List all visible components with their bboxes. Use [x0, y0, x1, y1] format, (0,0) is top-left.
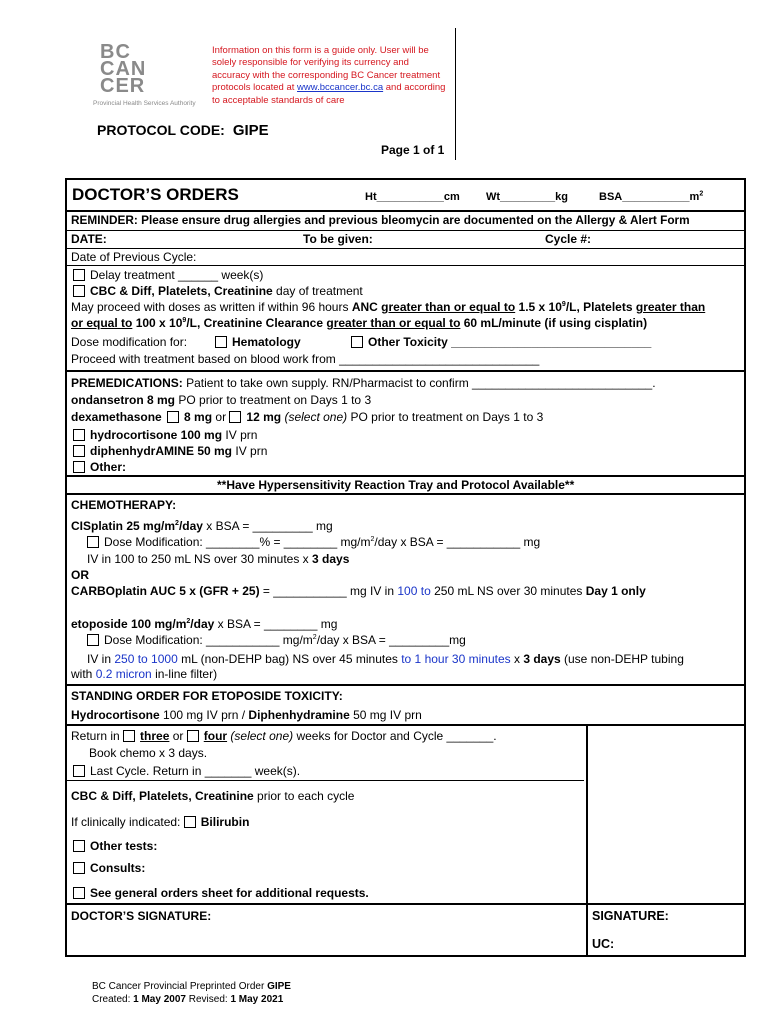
- return-or: or: [172, 729, 184, 743]
- carboplatin-admin: 250 mL NS over 30 minutes: [434, 584, 583, 598]
- cycle-number-field[interactable]: Cycle #:: [545, 232, 592, 246]
- consults-option[interactable]: [73, 861, 145, 875]
- dexa-instructions: PO prior to treatment on Days 1 to 3: [350, 410, 544, 424]
- bsa-label: BSA___________m: [599, 191, 700, 203]
- filter-text: with: [71, 667, 93, 681]
- bsa-sup: 2: [699, 190, 704, 198]
- standing-order-heading: STANDING ORDER FOR ETOPOSIDE TOXICITY:: [71, 689, 343, 703]
- cisplatin-days: 3 days: [312, 552, 350, 566]
- dexa-12mg-checkbox[interactable]: [229, 411, 241, 423]
- platelets-threshold: 100 x 10: [135, 316, 183, 330]
- premeds-intro: Patient to take own supply. RN/Pharmacist to confirm ___________________________.: [186, 376, 656, 390]
- standing-hydro-dose: 100 mg IV prn /: [163, 708, 246, 722]
- divider: [67, 724, 744, 726]
- standing-order-meds: [71, 708, 422, 722]
- logo-line-2: CAN: [100, 58, 147, 80]
- reminder-text: REMINDER: Please ensure drug allergies and previous bleomycin are documented on the Allergy & Alert Form: [71, 213, 690, 227]
- criteria-operator: greater than: [635, 300, 706, 314]
- hydrocortisone-route: IV prn: [225, 428, 258, 442]
- etoposide-calc: x BSA = ________ mg: [217, 617, 338, 631]
- or-separator: OR: [71, 568, 89, 582]
- bilirubin-checkbox[interactable]: [184, 816, 196, 828]
- criteria-text: May proceed with doses as written if within 96 hours: [71, 300, 349, 314]
- uc-field[interactable]: UC:: [592, 937, 615, 951]
- criteria-operator: or equal to: [71, 316, 133, 330]
- if-clinically-label: If clinically indicated:: [71, 815, 181, 829]
- delay-treatment-option[interactable]: [73, 268, 263, 282]
- to-be-given-field[interactable]: To be given:: [303, 232, 373, 246]
- proceed-criteria-line-2: [71, 316, 647, 330]
- creatinine-label: /L, Creatinine Clearance: [186, 316, 324, 330]
- header-divider: [455, 28, 456, 160]
- hematology-label: Hematology: [232, 335, 301, 349]
- notice-tail: and according to acceptable standards of care: [212, 82, 446, 106]
- bilirubin-label: Bilirubin: [200, 815, 250, 829]
- cisplatin-admin-text: IV in 100 to 250 mL NS over 30 minutes x: [87, 552, 309, 566]
- etoposide-admin-text: IV in: [87, 652, 112, 666]
- dexamethasone-drug: dexamethasone: [71, 410, 162, 424]
- created-date: 1 May 2007: [133, 994, 186, 1005]
- dexa-12mg-label: 12 mg: [246, 410, 282, 424]
- etoposide-line: etoposide 100 $mg/m^2$/day x BSA = ________ mg: [71, 617, 338, 631]
- carboplatin-line: [71, 584, 646, 598]
- premedications-heading: [71, 376, 656, 390]
- diphenhydramine-option[interactable]: [73, 444, 267, 458]
- cisplatin-per-day: /day: [178, 519, 203, 533]
- return-tail: weeks for Doctor and Cycle _______.: [296, 729, 497, 743]
- cbc-label: CBC & Diff, Platelets, Creatinine: [90, 284, 273, 298]
- cbc-tail: prior to each cycle: [257, 789, 355, 803]
- etoposide-per-day: /day: [190, 617, 215, 631]
- other-premed-label: Other:: [90, 460, 126, 474]
- diphenhydramine-drug: diphenhydrAMINE 50 mg: [90, 444, 233, 458]
- criteria-operator: greater than or equal to: [326, 316, 461, 330]
- cbc-day-of-treatment-option[interactable]: [73, 284, 363, 298]
- anc-value: [519, 300, 633, 314]
- select-one-note: (select one): [230, 729, 294, 743]
- protocol-code: [97, 122, 269, 139]
- standing-hydrocortisone: Hydrocortisone: [71, 708, 160, 722]
- logo-line-1: BC: [100, 41, 131, 63]
- hydrocortisone-drug: hydrocortisone 100 mg: [90, 428, 223, 442]
- etoposide-admin-text: mL (non-DEHP bag) NS over 45 minutes: [181, 652, 398, 666]
- hydrocortisone-option[interactable]: [73, 428, 257, 442]
- doctors-orders-form: [65, 178, 746, 957]
- logo-subtitle: Provincial Health Services Authority: [93, 100, 196, 107]
- dexa-8mg-checkbox[interactable]: [167, 411, 179, 423]
- return-line: [71, 729, 497, 743]
- cbc-checkbox[interactable]: [73, 285, 85, 297]
- proceed-criteria-line-1: [71, 300, 705, 314]
- divider: [67, 475, 744, 477]
- bilirubin-option[interactable]: [71, 815, 249, 829]
- criteria-operator: greater than or equal to: [381, 300, 516, 314]
- weight-field[interactable]: Wt_________kg: [486, 191, 568, 203]
- creatinine-threshold: 60 mL/minute (if using cisplatin): [463, 316, 648, 330]
- footer-title: BC Cancer Provincial Preprinted Order: [92, 981, 265, 992]
- other-toxicity-label: Other Toxicity ______________________________: [368, 335, 652, 349]
- created-label: Created:: [92, 994, 131, 1005]
- three-weeks-label: three: [140, 729, 170, 743]
- other-toxicity-checkbox[interactable]: [351, 336, 363, 348]
- cbc-tail: day of treatment: [276, 284, 363, 298]
- last-cycle-checkbox[interactable]: [73, 765, 85, 777]
- etoposide-admin: [87, 652, 684, 666]
- divider: [67, 265, 744, 266]
- carboplatin-dose: CARBOplatin AUC 5 x (GFR + 25): [71, 584, 260, 598]
- standing-diphen-dose: 50 mg IV prn: [353, 708, 422, 722]
- divider: [67, 370, 744, 372]
- cisplatin-mod-text: Dose Modification: ________% = ________ mg/m: [104, 535, 371, 549]
- other-toxicity-option[interactable]: [351, 335, 651, 349]
- platelets-label: /L, Platelets: [565, 300, 633, 314]
- hematology-option[interactable]: [215, 335, 301, 349]
- logo-line-3: CER: [100, 75, 146, 97]
- proceed-bloodwork-field[interactable]: Proceed with treatment based on blood work from ______________________________: [71, 352, 540, 366]
- three-weeks-checkbox[interactable]: [123, 730, 135, 742]
- etoposide-dose-mod-option[interactable]: Dose Modification: ___________ $mg/m^2$/day x BSA = _________mg: [87, 633, 466, 647]
- ondansetron-drug: ondansetron 8 mg: [71, 393, 176, 407]
- other-tests-label: Other tests:: [90, 839, 158, 853]
- protocol-code-value: GIPE: [232, 122, 269, 139]
- general-orders-option[interactable]: [73, 886, 369, 900]
- etoposide-volume-range: 250 to 1000: [114, 652, 178, 666]
- carboplatin-day: Day 1 only: [585, 584, 646, 598]
- premeds-title: PREMEDICATIONS:: [71, 376, 183, 390]
- other-tests-option[interactable]: [73, 839, 157, 853]
- general-orders-label: See general orders sheet for additional requests.: [90, 886, 369, 900]
- diphenhydramine-route: IV prn: [235, 444, 268, 458]
- etoposide-mod-text: Dose Modification: ___________ mg/m: [104, 633, 313, 647]
- previous-cycle-date[interactable]: Date of Previous Cycle:: [71, 250, 197, 264]
- footer-line-2: [92, 993, 291, 1006]
- revised-date: 1 May 2021: [230, 994, 284, 1005]
- anc-threshold: 1.5 x 10: [518, 300, 562, 314]
- footer-code: GIPE: [267, 981, 291, 992]
- divider: [67, 230, 744, 231]
- carboplatin-volume-range: 100 to: [397, 584, 431, 598]
- bccancer-link[interactable]: www.bccancer.bc.ca: [297, 82, 384, 94]
- select-one-note: (select one): [284, 410, 348, 424]
- hydrocortisone-checkbox[interactable]: [73, 429, 85, 441]
- divider: [67, 780, 584, 781]
- bsa-field[interactable]: [599, 191, 703, 203]
- etoposide-mod-tail: /day x BSA = _________mg: [316, 633, 466, 647]
- column-divider: [586, 724, 588, 957]
- other-premed-option[interactable]: [73, 460, 126, 474]
- exponent: 9: [561, 301, 566, 308]
- revised-label: Revised:: [188, 994, 228, 1005]
- consults-label: Consults:: [90, 861, 146, 875]
- cisplatin-calc: x BSA = _________ mg: [206, 519, 333, 533]
- dexa-or: or: [215, 410, 227, 424]
- disclaimer-notice: [212, 45, 447, 107]
- etoposide-days: 3 days: [523, 652, 561, 666]
- form-footer: [92, 980, 291, 1006]
- cisplatin-dose-mod-option[interactable]: Dose Modification: ________% = ________ $mg/m^2$/day x BSA = ___________ mg: [87, 535, 540, 549]
- exponent: 9: [182, 317, 187, 324]
- hypersensitivity-note: **Have Hypersensitivity Reaction Tray and Protocol Available**: [217, 478, 575, 492]
- general-orders-checkbox[interactable]: [73, 887, 85, 899]
- divider: [67, 903, 744, 905]
- platelets-value: [136, 316, 323, 330]
- cisplatin-dose: CISplatin 25 mg/m: [71, 519, 176, 533]
- dexamethasone-line: [71, 410, 543, 424]
- diphenhydramine-checkbox[interactable]: [73, 445, 85, 457]
- four-weeks-checkbox[interactable]: [187, 730, 199, 742]
- etoposide-tubing: (use non-DEHP tubing: [564, 652, 684, 666]
- signature-field[interactable]: SIGNATURE:: [592, 909, 669, 923]
- footer-line-1: [92, 980, 291, 993]
- anc-label: ANC: [351, 300, 378, 314]
- cbc-label: CBC & Diff, Platelets, Creatinine: [71, 789, 254, 803]
- protocol-label: PROTOCOL CODE:: [97, 122, 225, 138]
- ondansetron-line: [71, 393, 371, 407]
- height-field[interactable]: Ht___________cm: [365, 191, 460, 203]
- other-tests-checkbox[interactable]: [73, 840, 85, 852]
- carboplatin-calc: = ___________ mg IV in: [262, 584, 395, 598]
- hematology-checkbox[interactable]: [215, 336, 227, 348]
- cisplatin-line: CISplatin 25 $mg/m^2$/day x BSA = _________ mg: [71, 519, 333, 533]
- filter-text: in-line filter): [155, 667, 218, 681]
- cisplatin-admin: [87, 552, 349, 566]
- consults-checkbox[interactable]: [73, 862, 85, 874]
- notice-text: Information on this form is a guide only. User will be solely responsible for verifying its currency and accuracy with the corresponding BC Cancer treatment protocols located at: [212, 45, 441, 94]
- delay-label: Delay treatment ______ week(s): [90, 268, 264, 282]
- bc-cancer-logo: [100, 41, 147, 97]
- form-title: DOCTOR’S ORDERS: [72, 185, 239, 204]
- cisplatin-dose-mod-checkbox[interactable]: [87, 536, 99, 548]
- doctor-signature-field[interactable]: DOCTOR’S SIGNATURE:: [71, 909, 212, 923]
- filter-size: 0.2 micron: [95, 667, 152, 681]
- etoposide-time-range: to 1 hour 30 minutes: [401, 652, 511, 666]
- return-label: Return in: [71, 729, 120, 743]
- delay-checkbox[interactable]: [73, 269, 85, 281]
- last-cycle-option[interactable]: [73, 764, 300, 778]
- other-premed-checkbox[interactable]: [73, 461, 85, 473]
- date-field[interactable]: DATE:: [71, 232, 107, 246]
- etoposide-filter: [71, 667, 217, 681]
- etoposide-times: x: [513, 652, 520, 666]
- cbc-prior-each-cycle: [71, 789, 354, 803]
- divider: [67, 493, 744, 495]
- cisplatin-mod-tail: /day x BSA = ___________ mg: [374, 535, 541, 549]
- four-weeks-label: four: [203, 729, 228, 743]
- divider: [67, 684, 744, 686]
- standing-diphenhydramine: Diphenhydramine: [248, 708, 350, 722]
- ondansetron-instructions: PO prior to treatment on Days 1 to 3: [178, 393, 372, 407]
- divider: [67, 210, 744, 212]
- etoposide-dose: etoposide 100 mg/m: [71, 617, 187, 631]
- last-cycle-label: Last Cycle. Return in _______ week(s).: [90, 764, 301, 778]
- dexa-8mg-label: 8 mg: [184, 410, 213, 424]
- dose-mod-label: Dose modification for:: [71, 335, 188, 349]
- book-chemo: Book chemo x 3 days.: [89, 746, 208, 760]
- dose-modification-row: [71, 335, 187, 349]
- etoposide-dose-mod-checkbox[interactable]: [87, 634, 99, 646]
- chemotherapy-heading: CHEMOTHERAPY:: [71, 498, 177, 512]
- page-number: Page 1 of 1: [381, 143, 445, 157]
- divider: [67, 248, 744, 249]
